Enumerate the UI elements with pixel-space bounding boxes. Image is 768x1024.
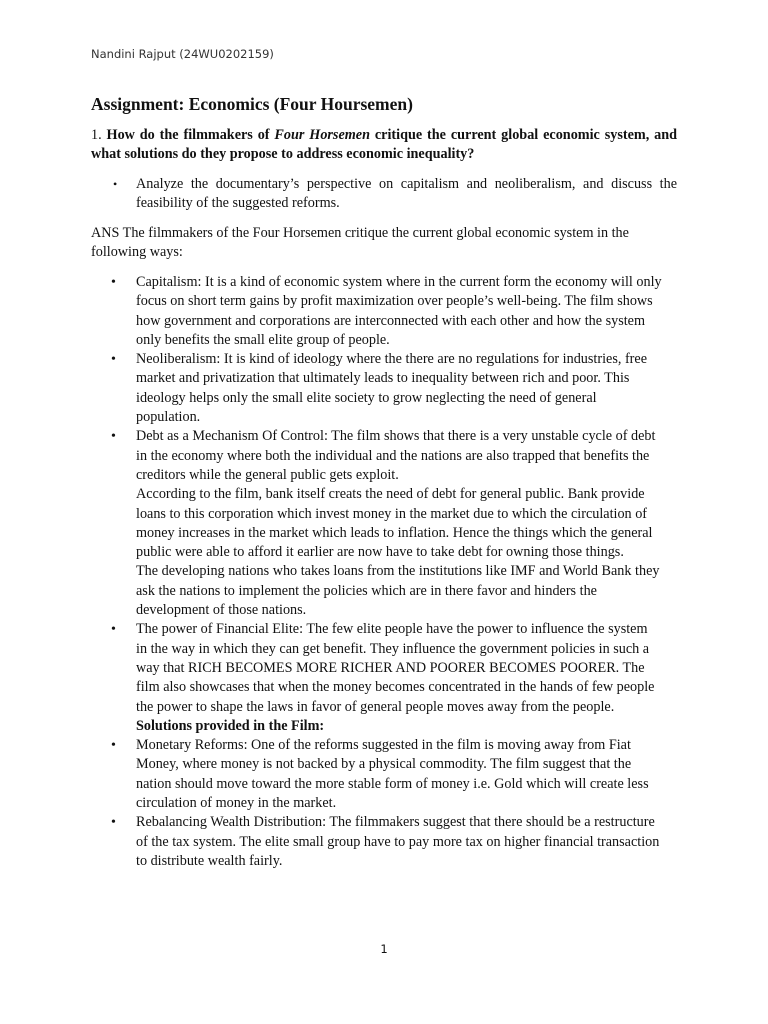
page-number: 1 xyxy=(380,942,388,956)
list-item xyxy=(91,273,662,350)
bullet-icon: • xyxy=(111,429,116,445)
bullet-icon: • xyxy=(111,815,116,831)
list-item-paragraph: Debt as a Mechanism Of Control: The film shows that there is a very unstable cycle of debt in the economy where both the individual and the nations are also trapped that benefits the creditors while the general public gets exploit. xyxy=(136,428,656,483)
list-item-paragraph: According to the film, bank itself creats the need of debt for general public. Bank provide loans to this corporation which invest money in the market due to which the circulation of money increases in the market which leads to inflation. Hence the things which the general public were able to afford it earlier are now have to take debt for owning those things. xyxy=(136,486,653,561)
question-text-part2: critique the current global economic system, and what solutions do they propose to address economic inequality? xyxy=(91,127,678,163)
answer-intro: ANS The filmmakers of the Four Horsemen critique the current global economic system in the following ways: xyxy=(91,225,629,261)
film-title: Four Horsemen xyxy=(274,127,370,143)
list-item xyxy=(91,620,662,716)
list-item xyxy=(91,736,662,813)
list-item xyxy=(91,427,662,620)
critique-list xyxy=(91,273,677,871)
list-item-paragraph: The developing nations who takes loans from the institutions like IMF and World Bank they ask the nations to implement the policies which are in there favor and hinders the development of those nations. xyxy=(136,563,660,619)
list-item-paragraph: Neoliberalism: It is kind of ideology where the there are no regulations for industries, free market and privatization that ultimately leads to inequality between rich and poor. This ideology helps only the small elite society to grow neglecting the need of general population. xyxy=(136,351,647,426)
bullet-icon: • xyxy=(111,275,116,290)
sub-question-bullet: • xyxy=(113,177,118,191)
sub-question: Analyze the documentary’s perspective on capitalism and neoliberalism, and discuss the feasibility of the suggested reforms. xyxy=(136,176,677,212)
page-header-author: Nandini Rajput (24WU0202159) xyxy=(91,47,274,61)
solutions-heading: Solutions provided in the Film: xyxy=(136,717,325,734)
list-item-paragraph: Rebalancing Wealth Distribution: The filmmakers suggest that there should be a restructure of the tax system. The elite small group have to pay more tax on higher financial transaction to distribute wealth fairly. xyxy=(136,814,660,869)
assignment-title: Assignment: Economics (Four Hoursemen) xyxy=(91,94,413,114)
list-item xyxy=(91,813,662,871)
bullet-icon: • xyxy=(111,352,116,368)
question-1 xyxy=(91,126,677,165)
question-text-part1: How do the filmmakers of xyxy=(106,127,270,143)
list-item-paragraph: The power of Financial Elite: The few elite people have the power to influence the system in the way in which they can get benefit. They influence the government policies in such a way that RICH BECOMES MORE RICHER AND POORER BECOMES POORER. The film also showcases that when the money becomes concentrated in the hands of few people the power to shape the laws in favor of general people moves away from the people. xyxy=(136,621,655,715)
bullet-icon: • xyxy=(111,622,116,638)
bullet-icon: • xyxy=(111,738,116,754)
list-item-paragraph: Capitalism: It is a kind of economic system where in the current form the economy will only focus on short term gains by profit maximization over people’s well-being. The film shows how government and corporations are interconnected with each other and how the system only benefits the small elite group of people. xyxy=(136,274,662,348)
question-number: 1. xyxy=(91,127,102,143)
list-item xyxy=(91,350,662,427)
list-item-paragraph: Monetary Reforms: One of the reforms suggested in the film is moving away from Fiat Money, where money is not backed by a physical commodity. The film suggest that the nation should move toward the more stable form of money i.e. Gold which will create less circulation of money in the market. xyxy=(136,737,649,812)
